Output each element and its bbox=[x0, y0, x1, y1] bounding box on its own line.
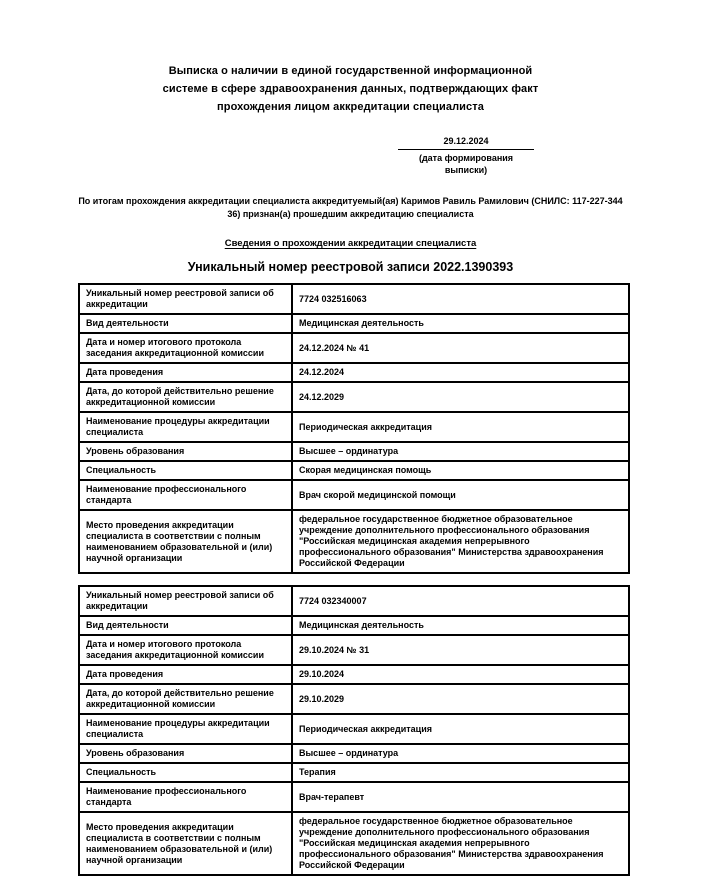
field-value: Периодическая аккредитация bbox=[292, 412, 629, 442]
table-row bbox=[79, 684, 629, 714]
field-value: 24.12.2024 bbox=[292, 363, 629, 382]
table-row bbox=[79, 480, 629, 510]
document-title-line: Выписка о наличии в единой государственной информационной bbox=[168, 65, 533, 77]
field-label: Уровень образования bbox=[79, 442, 292, 461]
field-value: федеральное государственное бюджетное образовательное учреждение дополнительного профессионального образования "Российская медицинская академия непрерывного профессионального образования" Министерства здравоохранения Российской Федерации bbox=[292, 510, 629, 573]
table-row bbox=[79, 665, 629, 684]
field-value: 24.12.2029 bbox=[292, 382, 629, 412]
extract-date-value: 29.12.2024 bbox=[398, 135, 534, 150]
table-row bbox=[79, 363, 629, 382]
table-row bbox=[79, 635, 629, 665]
field-value: Периодическая аккредитация bbox=[292, 714, 629, 744]
field-value: Медицинская деятельность bbox=[292, 314, 629, 333]
field-label: Наименование профессионального стандарта bbox=[79, 480, 292, 510]
accreditation-table-2 bbox=[78, 585, 630, 876]
field-value: федеральное государственное бюджетное образовательное учреждение дополнительного профессионального образования "Российская медицинская академия непрерывного профессионального образования" Министерства здравоохранения Российской Федерации bbox=[292, 812, 629, 875]
section-heading: Сведения о прохождении аккредитации специалиста bbox=[224, 238, 477, 249]
table-row bbox=[79, 314, 629, 333]
field-label: Вид деятельности bbox=[79, 616, 292, 635]
accreditation-result-paragraph: По итогам прохождения аккредитации специалиста аккредитуемый(ая) Каримов Равиль Рамилович (СНИЛС: 117-227-344 36) признан(а) прошедшим аккредитацию специалиста bbox=[78, 196, 623, 219]
field-label: Дата и номер итогового протокола заседания аккредитационной комиссии bbox=[79, 333, 292, 363]
field-value: 29.10.2024 № 31 bbox=[292, 635, 629, 665]
field-value: Медицинская деятельность bbox=[292, 616, 629, 635]
field-label: Место проведения аккредитации специалиста в соответствии с полным наименованием образовательной и (или) научной организации bbox=[79, 812, 292, 875]
table-row bbox=[79, 763, 629, 782]
field-label: Специальность bbox=[79, 461, 292, 480]
table-row bbox=[79, 510, 629, 573]
document-title bbox=[0, 0, 701, 116]
table-row bbox=[79, 412, 629, 442]
field-label: Дата, до которой действительно решение аккредитационной комиссии bbox=[79, 684, 292, 714]
field-value: 7724 032340007 bbox=[292, 586, 629, 616]
field-label: Дата проведения bbox=[79, 363, 292, 382]
field-value: 29.10.2029 bbox=[292, 684, 629, 714]
field-value: Врач скорой медицинской помощи bbox=[292, 480, 629, 510]
field-value: Высшее – ординатура bbox=[292, 744, 629, 763]
table-row bbox=[79, 812, 629, 875]
table-row bbox=[79, 442, 629, 461]
extract-date-caption: (дата формирования выписки) bbox=[418, 153, 514, 175]
table-row bbox=[79, 616, 629, 635]
registry-record-heading: Уникальный номер реестровой записи 2022.1390393 bbox=[187, 260, 514, 274]
table-row bbox=[79, 461, 629, 480]
field-label: Наименование процедуры аккредитации специалиста bbox=[79, 412, 292, 442]
field-value: Врач-терапевт bbox=[292, 782, 629, 812]
table-row bbox=[79, 782, 629, 812]
field-value: 29.10.2024 bbox=[292, 665, 629, 684]
field-label: Специальность bbox=[79, 763, 292, 782]
field-label: Наименование процедуры аккредитации специалиста bbox=[79, 714, 292, 744]
table-row bbox=[79, 586, 629, 616]
field-label: Дата, до которой действительно решение аккредитационной комиссии bbox=[79, 382, 292, 412]
document-title-line: системе в сфере здравоохранения данных, подтверждающих факт bbox=[162, 83, 539, 95]
table-row bbox=[79, 744, 629, 763]
extract-date-block bbox=[398, 135, 534, 176]
field-label: Дата и номер итогового протокола заседания аккредитационной комиссии bbox=[79, 635, 292, 665]
field-value: Терапия bbox=[292, 763, 629, 782]
field-label: Уникальный номер реестровой записи об аккредитации bbox=[79, 284, 292, 314]
field-label: Уровень образования bbox=[79, 744, 292, 763]
field-label: Уникальный номер реестровой записи об аккредитации bbox=[79, 586, 292, 616]
field-label: Наименование профессионального стандарта bbox=[79, 782, 292, 812]
field-value: Высшее – ординатура bbox=[292, 442, 629, 461]
table-row bbox=[79, 382, 629, 412]
field-label: Дата проведения bbox=[79, 665, 292, 684]
table-row bbox=[79, 284, 629, 314]
field-value: 24.12.2024 № 41 bbox=[292, 333, 629, 363]
table-row bbox=[79, 333, 629, 363]
field-value: 7724 032516063 bbox=[292, 284, 629, 314]
field-value: Скорая медицинская помощь bbox=[292, 461, 629, 480]
accreditation-table-1 bbox=[78, 283, 630, 574]
field-label: Место проведения аккредитации специалиста в соответствии с полным наименованием образовательной и (или) научной организации bbox=[79, 510, 292, 573]
document-title-line: прохождения лицом аккредитации специалиста bbox=[217, 101, 484, 113]
table-row bbox=[79, 714, 629, 744]
field-label: Вид деятельности bbox=[79, 314, 292, 333]
